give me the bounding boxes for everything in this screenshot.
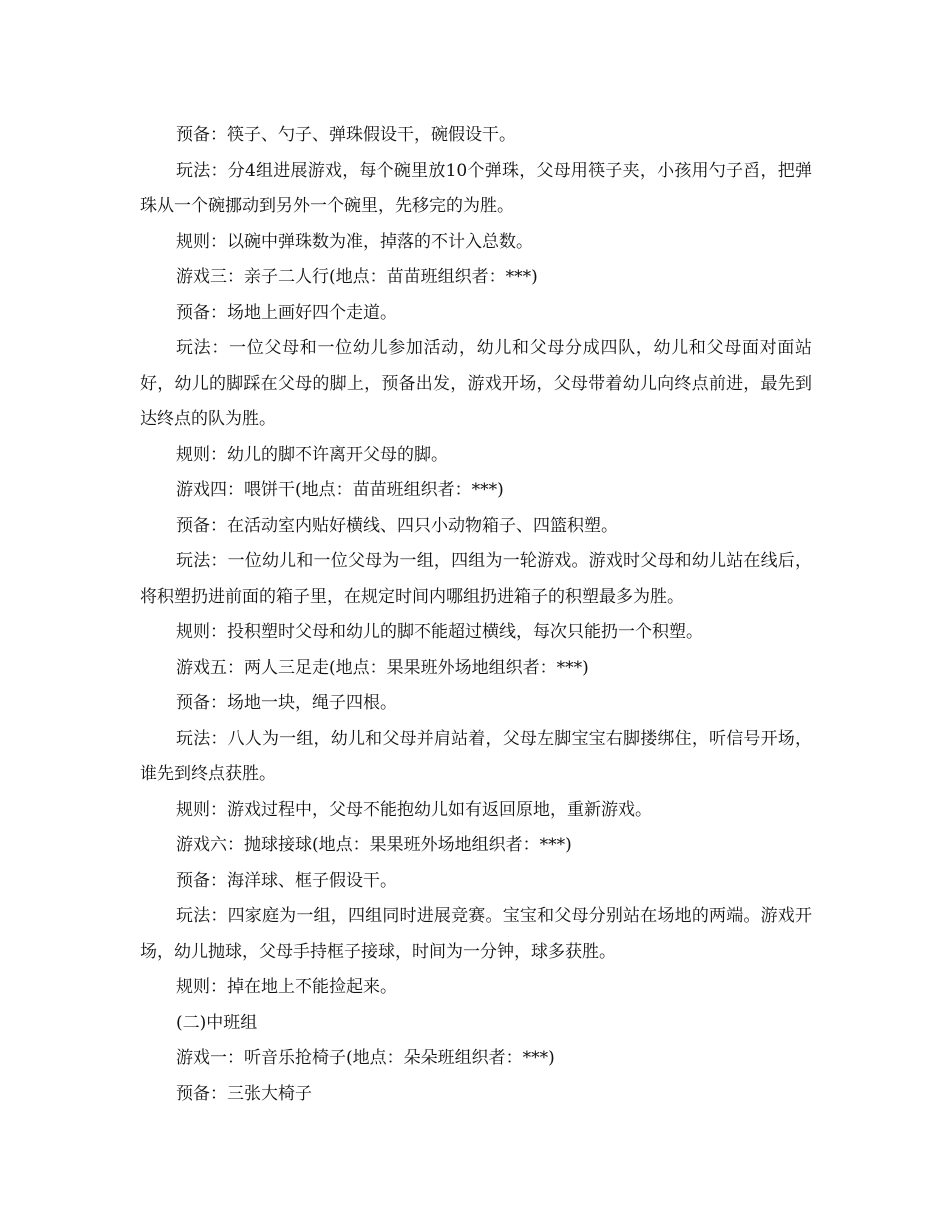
heading-game-five: 游戏五：两人三足走(地点：果果班外场地组织者：***) bbox=[176, 657, 589, 678]
paragraph-preparation-chairs: 预备：三张大椅子 bbox=[176, 1083, 312, 1104]
paragraph-preparation-ropes: 预备：场地一块，绳子四根。 bbox=[176, 693, 397, 713]
paragraph-rule-line: 规则：投积塑时父母和幼儿的脚不能超过横线，每次只能扔一个积塑。 bbox=[176, 622, 703, 642]
paragraph-rule-restart: 规则：游戏过程中，父母不能抱幼儿如有返回原地，重新游戏。 bbox=[176, 799, 652, 820]
paragraph-preparation-lanes: 预备：场地上画好四个走道。 bbox=[176, 302, 397, 323]
paragraph-preparation-balls: 预备：海洋球、框子假设干。 bbox=[176, 870, 397, 891]
paragraph-preparation-boxes: 预备：在活动室内贴好横线、四只小动物箱子、四篮积塑。 bbox=[176, 515, 618, 536]
paragraph-play-walk: 玩法：一位父母和一位幼儿参加活动，幼儿和父母分成四队，幼儿和父母面对面站好，幼儿的脚踩在父母的脚上，预备出发，游戏开场，父母带着幼儿向终点前进，最先到达终点的队为胜。 bbox=[140, 338, 812, 429]
paragraph-play-catch: 玩法：四家庭为一组，四组同时进展竞赛。宝宝和父母分别站在场地的两端。游戏开场，幼儿抛球，父母手持框子接球，时间为一分钟，球多获胜。 bbox=[140, 906, 812, 962]
paragraph-rule-feet: 规则：幼儿的脚不许离开父母的脚。 bbox=[176, 444, 448, 465]
heading-game-three: 游戏三：亲子二人行(地点：苗苗班组织者：***) bbox=[176, 267, 538, 287]
section-heading-middle-class: (二)中班组 bbox=[176, 1012, 258, 1033]
paragraph-play-marbles: 玩法：分4组进展游戏，每个碗里放10个弹珠，父母用筷子夹，小孩用勺子舀，把弹珠从一个碗挪动到另外一个碗里，先移完的为胜。 bbox=[140, 160, 812, 216]
paragraph-play-feeding: 玩法：一位幼儿和一位父母为一组，四组为一轮游戏。游戏时父母和幼儿站在线后，将积塑扔进前面的箱子里，在规定时间内哪组扔进箱子的积塑最多为胜。 bbox=[140, 551, 812, 607]
paragraph-rule-dropped: 规则：掉在地上不能捡起来。 bbox=[176, 977, 397, 997]
heading-game-one-chairs: 游戏一：听音乐抢椅子(地点：朵朵班组织者：***) bbox=[176, 1048, 555, 1068]
paragraph-preparation-chopsticks: 预备：筷子、勺子、弹珠假设干，碗假设干。 bbox=[176, 125, 516, 145]
document-body bbox=[140, 118, 812, 1112]
paragraph-rule-marbles: 规则：以碗中弹珠数为准，掉落的不计入总数。 bbox=[176, 231, 533, 252]
paragraph-play-three-legged: 玩法：八人为一组，幼儿和父母并肩站着，父母左脚宝宝右脚搂绑住，听信号开场，谁先到终点获胜。 bbox=[140, 728, 812, 784]
heading-game-six: 游戏六：抛球接球(地点：果果班外场地组织者：***) bbox=[176, 835, 572, 855]
heading-game-four: 游戏四：喂饼干(地点：苗苗班组织者：***) bbox=[176, 480, 504, 500]
